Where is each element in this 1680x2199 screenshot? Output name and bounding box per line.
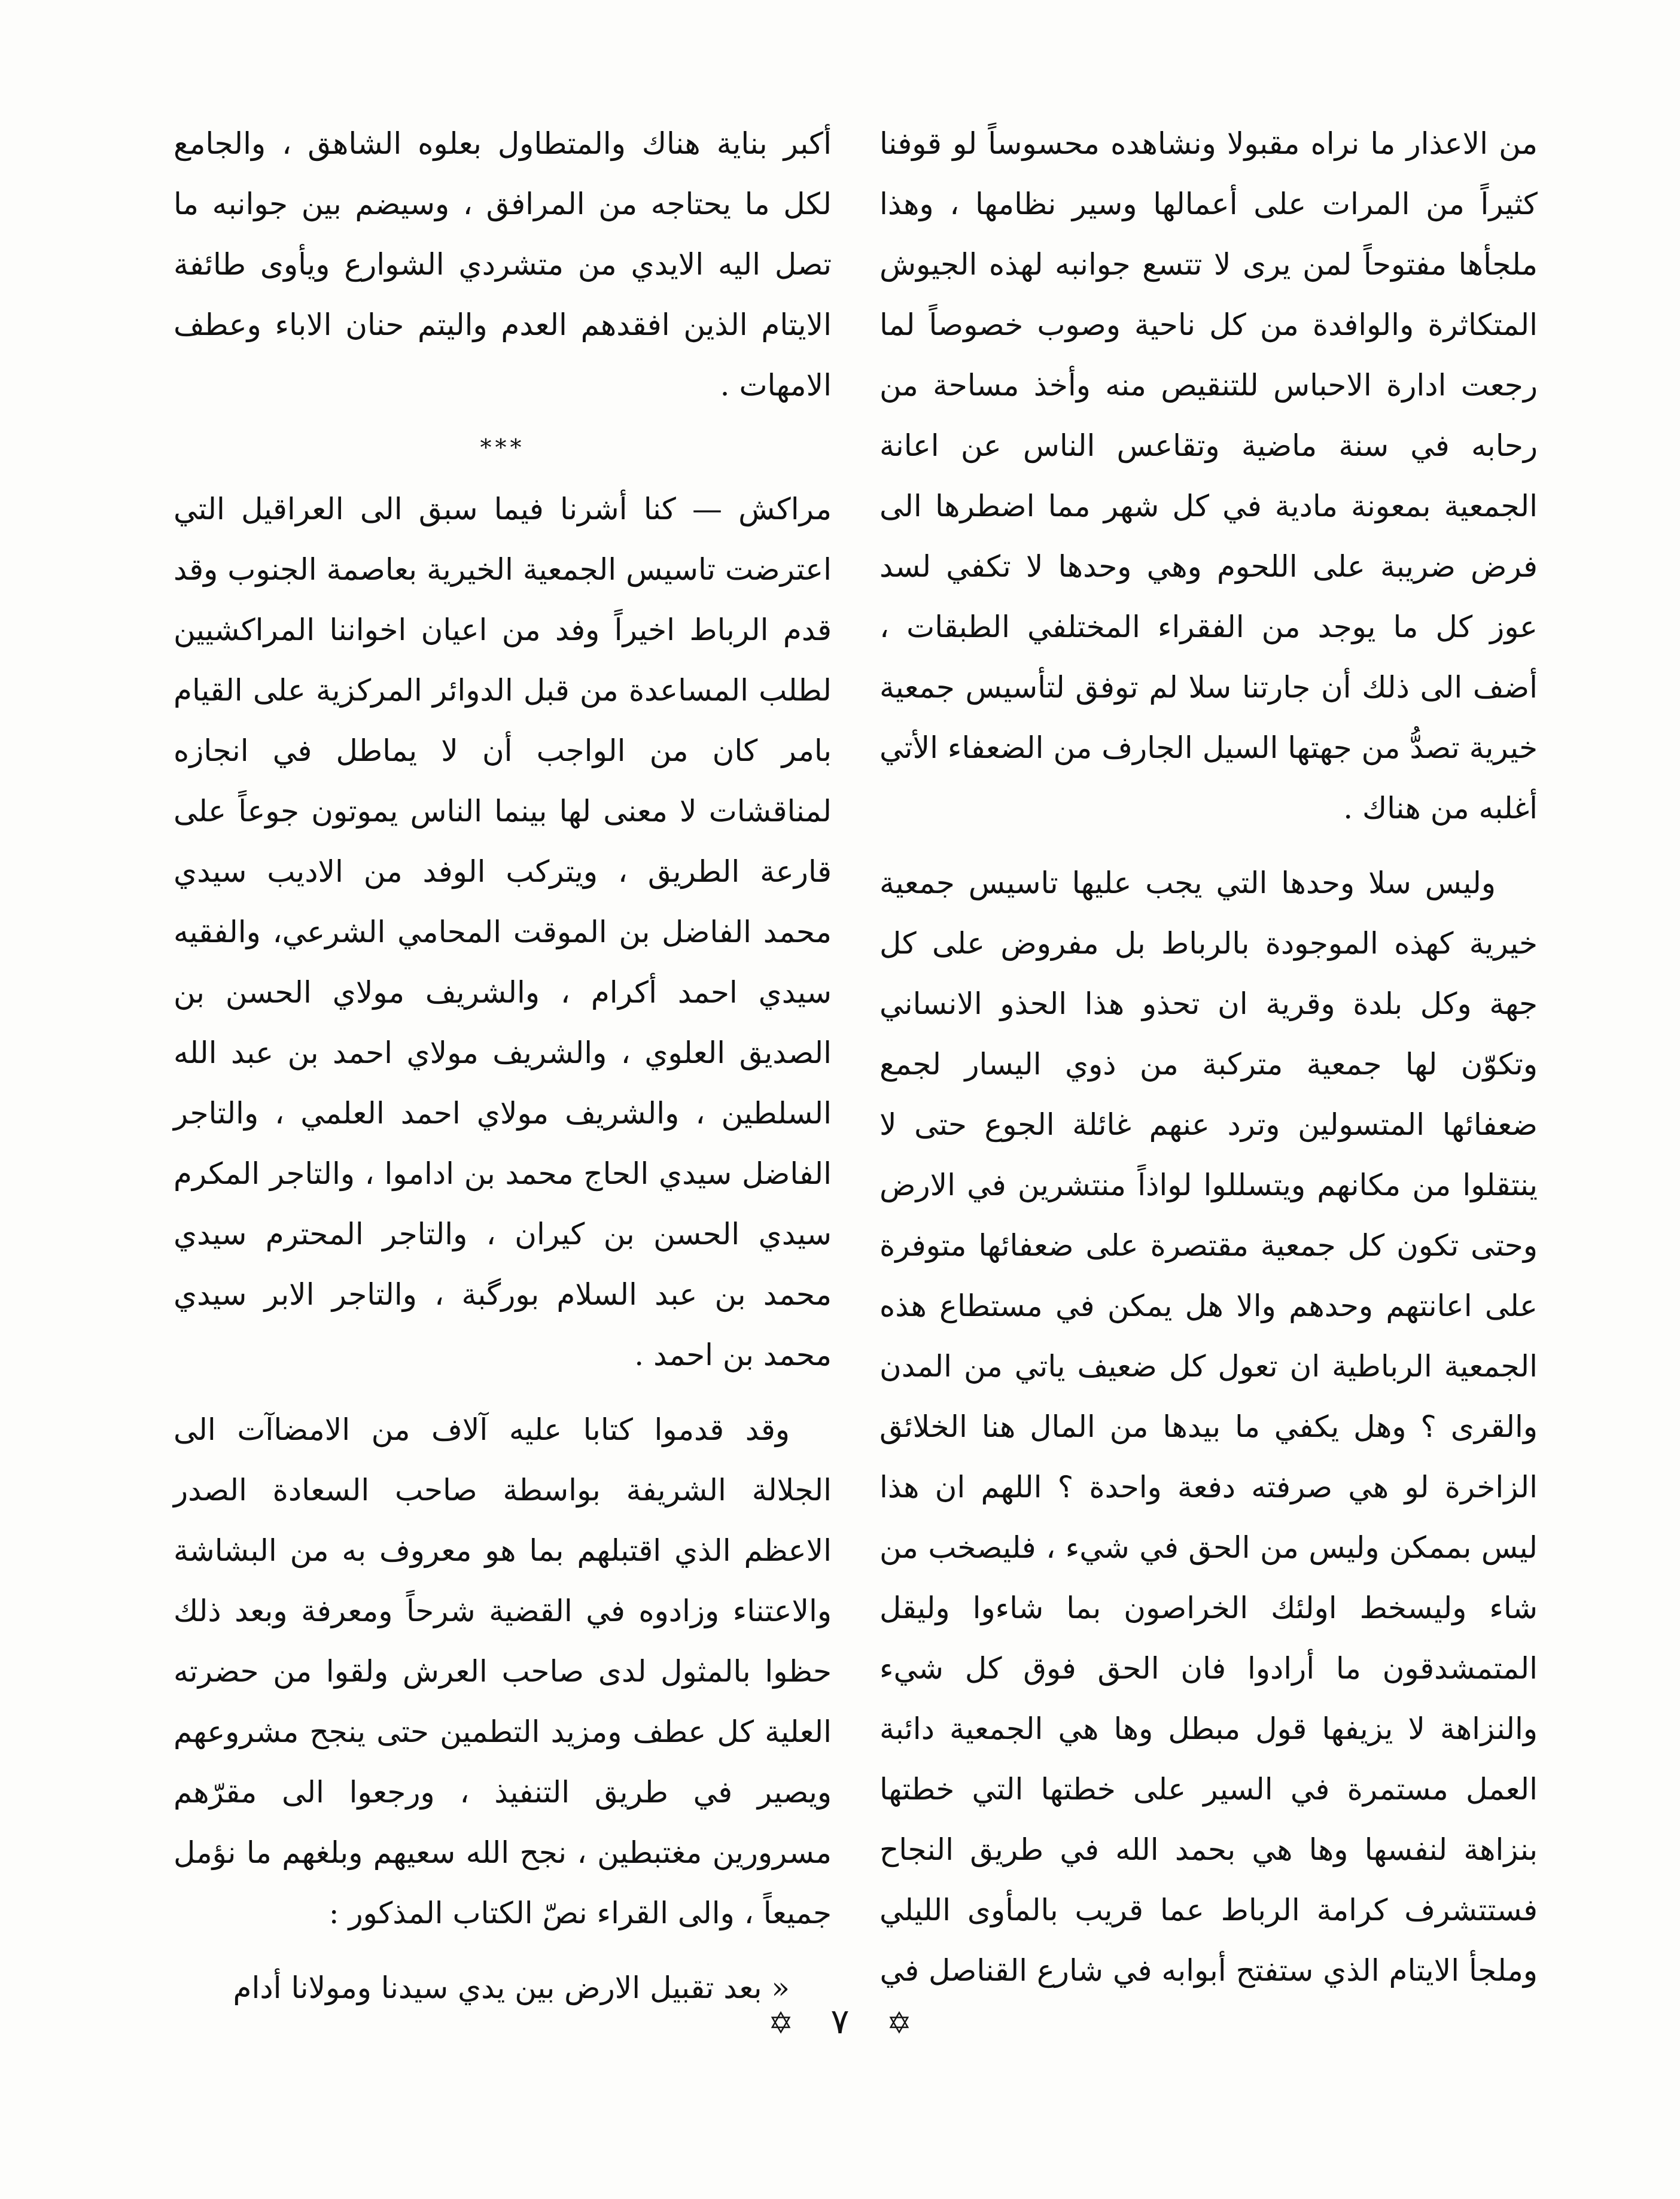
right-paragraph-2: وليس سلا وحدها التي يجب عليها تاسيس جمعية خيرية كهذه الموجودة بالرباط بل مفروض على كل جهة وكل بلدة وقرية ان تحذو هذا الحذو الانساني وتكوّن لها جمعية متركبة من ذوي اليسار لجمع ضعفائها المتسولين وترد عنهم غائلة الجوع حتى لا ينتقلوا من مكانهم ويتسللوا لواذاً منتشرين في الارض وحتى تكون كل جمعية مقتصرة على ضعفائها متوفرة على اعانتهم وحدهم والا هل يمكن في مستطاع هذه الجمعية الرباطية ان تعول كل ضعيف ياتي من المدن والقرى ؟ وهل يكفي ما بيدها من المال هنا الخلائق الزاخرة لو هي صرفته دفعة واحدة ؟ اللهم ان هذا ليس بممكن وليس من الحق في شيء ، فليصخب من شاء وليسخط اولئك الخراصون بما شاءوا وليقل المتمشدقون ما أرادوا فان الحق فوق كل شيء والنزاهة لا يزيفها قول مبطل وها هي الجمعية دائبة العمل مستمرة في السير على خطتها التي خطتها بنزاهة لنفسها وها هي بحمد الله في طريق النجاح فستتشرف كرامة الرباط عما قريب بالمأوى الليلي وملجأ الايتام الذي ستفتح أبوابه في شارع القناصل في	[879, 866, 1538, 1988]
page-footer	[0, 2001, 1680, 2042]
right-column	[879, 114, 1538, 2001]
star-ornament-icon: ✡	[768, 2006, 793, 2040]
star-ornament-icon: ✡	[887, 2006, 912, 2040]
left-column	[174, 114, 832, 2018]
letter-quote-paragraph: « بعد تقبيل الارض بين يدي سيدنا ومولانا أدام	[233, 1970, 790, 2005]
section-separator: ***	[480, 434, 525, 461]
marrakesh-paragraph: مراكش — كنا أشرنا فيما سبق الى العراقيل التي اعترضت تاسيس الجمعية الخيرية بعاصمة الجنوب وقد قدم الرباط اخيراً وفد من اعيان اخواننا المراكشيين لطلب المساعدة من قبل الدوائر المركزية على القيام بامر كان من الواجب أن لا يماطل في انجازه لمناقشات لا معنى لها بينما الناس يموتون جوعاً على قارعة الطريق ، ويتركب الوفد من الاديب سيدي محمد الفاضل بن الموقت المحامي الشرعي، والفقيه سيدي احمد أكرام ، والشريف مولاي الحسن بن الصديق العلوي ، والشريف مولاي احمد بن عبد الله السلطين ، والشريف مولاي احمد العلمي ، والتاجر الفاضل سيدي الحاج محمد بن اداموا ، والتاجر المكرم سيدي الحسن بن كيران ، والتاجر المحترم سيدي محمد بن عبد السلام بورگبة ، والتاجر الابر سيدي محمد بن احمد .	[174, 492, 832, 1372]
petition-paragraph: وقد قدموا كتابا عليه آلاف من الامضاآت الى الجلالة الشريفة بواسطة صاحب السعادة الصدر الاعظم الذي اقتبلهم بما هو معروف به من البشاشة والاعتناء وزادوه في القضية شرحاً ومعرفة وبعد ذلك حظوا بالمثول لدى صاحب العرش ولقوا من حضرته العلية كل عطف ومزيد التطمين حتى ينجح مشروعهم ويصير في طريق التنفيذ ، ورجعوا الى مقرّهم مسرورين مغتبطين ، نجح الله سعيهم وبلغهم ما نؤمل جميعاً ، والى القراء نصّ الكتاب المذكور :	[174, 1412, 832, 1930]
left-paragraph-1: أكبر بناية هناك والمتطاول بعلوه الشاهق ، والجامع لكل ما يحتاجه من المرافق ، وسيضم بين جوانبه ما تصل اليه الايدي من متشردي الشوارع ويأوى طائفة الايتام الذين افقدهم العدم واليتم حنان الاباء وعطف الامهات .	[174, 126, 832, 403]
page-number: ٧	[830, 2001, 850, 2042]
right-paragraph-1: من الاعذار ما نراه مقبولا ونشاهده محسوساً لو قوفنا كثيراً من المرات على أعمالها وسير نظامها ، وهذا ملجأها مفتوحاً لمن يرى لا تتسع جوانبه لهذه الجيوش المتكاثرة والوافدة من كل ناحية وصوب خصوصاً لما رجعت ادارة الاحباس للتنقيص منه وأخذ مساحة من رحابه في سنة ماضية وتقاعس الناس عن اعانة الجمعية بمعونة مادية في كل شهر مما اضطرها الى فرض ضريبة على اللحوم وهي وحدها لا تكفي لسد عوز كل ما يوجد من الفقراء المختلفي الطبقات ، أضف الى ذلك أن جارتنا سلا لم توفق لتأسيس جمعية خيرية تصدُّ من جهتها السيل الجارف من الضعفاء الأتي أغلبه من هناك .	[879, 126, 1538, 826]
